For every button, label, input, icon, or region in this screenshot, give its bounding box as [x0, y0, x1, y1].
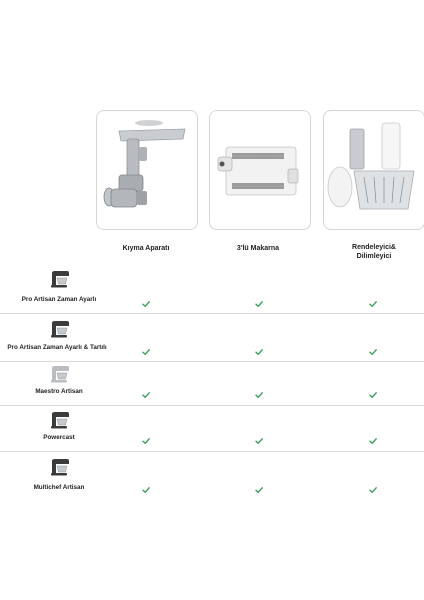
- column-label-pasta-roller: 3'lü Makarna: [236, 245, 280, 252]
- pasta-roller-image: [210, 111, 310, 229]
- row-label: Pro Artisan Zaman Ayarlı: [21, 296, 97, 303]
- stand-mixer-icon: [49, 458, 71, 476]
- row-divider: [0, 405, 424, 406]
- check-icon: [368, 482, 378, 492]
- check-icon: [368, 296, 378, 306]
- stand-mixer-icon: [49, 320, 71, 338]
- meat-grinder-image: [97, 111, 197, 229]
- row-label: Multichef Artisan: [33, 484, 85, 491]
- check-icon: [368, 344, 378, 354]
- check-icon: [254, 387, 264, 397]
- row-label: Pro Artisan Zaman Ayarlı & Tartılı: [7, 344, 107, 351]
- check-icon: [254, 482, 264, 492]
- check-icon: [254, 296, 264, 306]
- stand-mixer-icon: [49, 365, 71, 383]
- product-card-meat-grinder[interactable]: [96, 110, 198, 230]
- column-label-grater-slicer: Rendeleyici& Dilimleyici: [352, 244, 396, 260]
- row-divider: [0, 451, 424, 452]
- product-card-pasta-roller[interactable]: [209, 110, 311, 230]
- check-icon: [141, 296, 151, 306]
- check-icon: [254, 433, 264, 443]
- check-icon: [141, 387, 151, 397]
- grater-slicer-image: [324, 111, 424, 229]
- product-card-grater-slicer[interactable]: [323, 110, 424, 230]
- row-divider: [0, 313, 424, 314]
- row-divider: [0, 361, 424, 362]
- column-label-meat-grinder: Kıyma Aparatı: [122, 245, 170, 252]
- check-icon: [368, 433, 378, 443]
- check-icon: [141, 344, 151, 354]
- check-icon: [141, 482, 151, 492]
- check-icon: [141, 433, 151, 443]
- row-label: Maestro Artisan: [35, 388, 83, 395]
- stand-mixer-icon: [49, 270, 71, 288]
- check-icon: [368, 387, 378, 397]
- check-icon: [254, 344, 264, 354]
- row-label: Powercast: [43, 434, 75, 441]
- stand-mixer-icon: [49, 411, 71, 429]
